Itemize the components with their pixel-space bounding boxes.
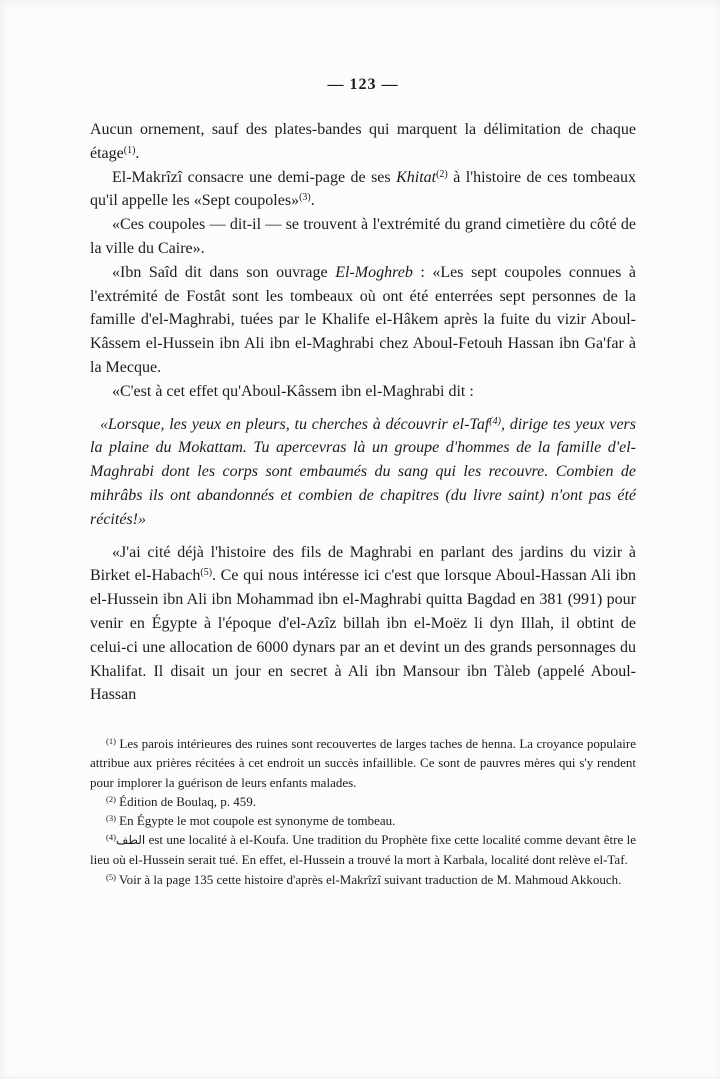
- main-text-block: [90, 118, 636, 707]
- footnote-1: [90, 734, 636, 792]
- footnote-ref-5: (5): [200, 567, 213, 579]
- footnote-marker-4: (4): [106, 832, 116, 843]
- text-run: «Lorsque, les yeux en pleurs, tu cherches à découvrir el-Taf: [100, 415, 490, 433]
- footnote-3: [90, 811, 636, 830]
- paragraph-4: [90, 261, 636, 380]
- footnote-ref-1: (1): [123, 144, 136, 156]
- paragraph-5: [90, 380, 636, 404]
- paragraph-1: [90, 118, 636, 166]
- footnote-text: Édition de Boulaq, p. 459.: [115, 793, 257, 809]
- footnote-text: En Égypte le mot coupole est synonyme de tombeau.: [115, 812, 396, 828]
- text-run: «C'est à cet effet qu'Aboul-Kâssem ibn el-Maghrabi dit :: [112, 382, 474, 400]
- text-run: .: [135, 144, 140, 162]
- text-run: , dirige tes yeux vers la plaine du Mokattam. Tu apercevras là un groupe d'hommes de la famille d'el-Maghrabi dont les corps sont embaumés du sang qui les recouvre. Combien de mihrâbs ils ont abandonnés et combien de chapitres (du livre saint) n'ont pas été récités!»: [90, 415, 637, 528]
- verse-quotation: [90, 413, 636, 532]
- footnote-2: [90, 792, 636, 811]
- paragraph-2: [90, 166, 636, 214]
- footnote-text: est une localité à el-Koufa. Une tradition du Prophète fixe cette localité comme devant être le lieu où el-Hussein serait tué. En effet, el-Hussein a trouvé la mort à Karbala, localité dont relève el-Taf.: [90, 832, 636, 868]
- footnote-text: Les parois intérieures des ruines sont recouvertes de larges taches de henna. La croyance populaire attribue aux prières récitées à cet endroit un succès infaillible. Ce sont de pauvres mères qui s'y rendent pour implorer la guérison de leurs enfants malades.: [90, 736, 636, 790]
- paragraph-7: [90, 541, 636, 708]
- footnote-4: [90, 830, 636, 869]
- text-run: «J'ai cité déjà l'histoire des fils de Maghrabi en parlant des jardins du vizir à Birket el-Habach: [90, 543, 636, 585]
- arabic-word: الطف: [115, 833, 146, 848]
- footnote-5: [90, 870, 636, 889]
- footnote-marker-3: (3): [106, 812, 116, 823]
- text-run: . Ce qui nous intéresse ici c'est que lorsque Aboul-Hassan Ali ibn el-Hussein ibn Ali ibn Mohammad ibn el-Maghrabi quitta Bagdad en 381 (991) pour venir en Égypte à l'époque d'el-Azîz billah ibn el-Moëz li dyn Illah, il obtint de celui-ci une allocation de 6000 dynars par an et devint un des grands personnages du Khalifat. Il disait un jour en secret à Ali ibn Mansour ibn Tàleb (appelé Aboul-Hassan: [90, 567, 636, 704]
- footnote-marker-5: (5): [106, 871, 116, 882]
- work-title: Khitat: [396, 168, 437, 186]
- text-run: .: [310, 192, 315, 210]
- footnote-marker-1: (1): [106, 736, 116, 747]
- text-run: «Ibn Saîd dit dans son ouvrage: [112, 263, 336, 281]
- footnote-ref-2: (2): [436, 168, 448, 180]
- text-run: Aucun ornement, sauf des plates-bandes qui marquent la délimitation de chaque étage: [90, 121, 636, 162]
- text-run: à l'histoire de ces tombeaux qu'il appelle les «Sept coupoles»: [90, 168, 637, 210]
- footnotes-block: [90, 734, 636, 889]
- footnote-marker-2: (2): [106, 793, 116, 804]
- page-number: — 123 —: [327, 76, 399, 93]
- paragraph-3: [90, 213, 636, 261]
- footnote-ref-4: (4): [489, 415, 501, 427]
- text-area: [90, 76, 636, 889]
- work-title: El-Moghreb: [335, 263, 413, 281]
- text-run: El-Makrîzî consacre une demi-page de ses: [112, 168, 397, 186]
- text-run: : «Les sept coupoles connues à l'extrémité de Fostât sont les tombeaux où ont été enterrées sept personnes de la famille d'el-Maghrabi, tuées par le Khalife el-Hâkem après la fuite du vizir Aboul-Kâssem el-Hussein ibn Ali ibn el-Maghrabi chez Aboul-Fetouh Hassan ibn Ga'far à la Mecque.: [90, 263, 636, 376]
- footnote-text: Voir à la page 135 cette histoire d'après el-Makrîzî suivant traduction de M. Mahmoud Akkouch.: [115, 871, 622, 887]
- footnote-ref-3: (3): [299, 192, 311, 204]
- text-run: «Ces coupoles — dit-il — se trouvent à l'extrémité du grand cimetière du côté de la ville du Caire».: [90, 216, 636, 257]
